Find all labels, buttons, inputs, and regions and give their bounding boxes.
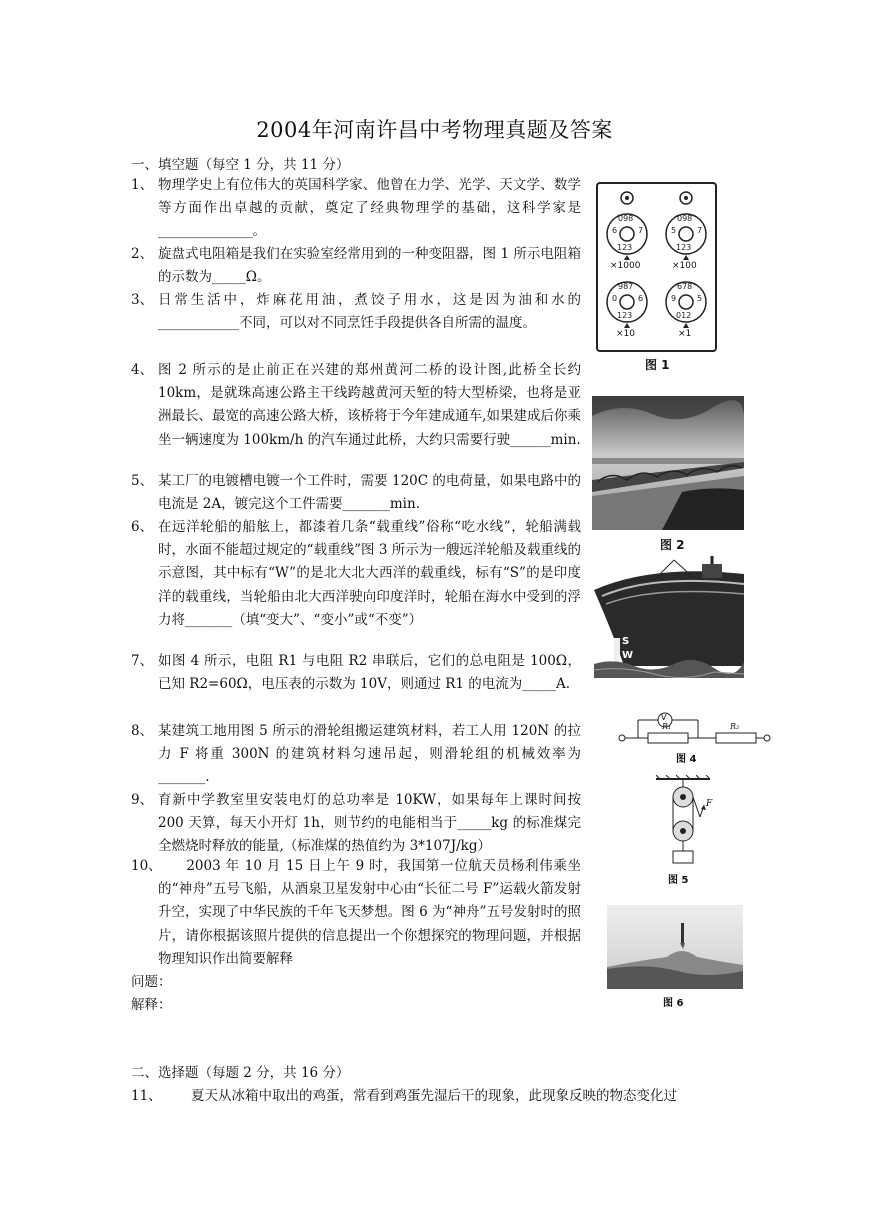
svg-text:0: 0 (612, 294, 618, 303)
question-4 (131, 359, 581, 452)
figure-6-caption: 图 6 (663, 998, 684, 1009)
figure-2-caption: 图 2 (660, 538, 685, 552)
question-11 (131, 1084, 751, 1104)
question-text: 某工厂的电镀槽电镀一个工件时，需要 120C 的电荷量，如果电路中的电流是 2A，镀完这个工件需要_______min. (158, 473, 581, 513)
circuit-diagram (608, 708, 773, 748)
question-8 (131, 720, 581, 790)
question-number: 10、 (131, 858, 162, 874)
question-5 (131, 470, 581, 516)
ship-illustration (594, 556, 744, 678)
svg-text:7: 7 (697, 226, 703, 235)
question-text: 如图 4 所示，电阻 R1 与电阻 R2 串联后，它们的总电阻是 100Ω，已知 R2=60Ω，电压表的示数为 10V，则通过 R1 的电流为_____A. (158, 653, 581, 693)
svg-text:987: 987 (618, 282, 634, 291)
dial-multiplier-1: ×1 (678, 329, 692, 339)
svg-text:098: 098 (618, 214, 634, 223)
svg-text:123: 123 (617, 311, 633, 320)
figure-1-resistance-box (596, 182, 717, 352)
question-text: 育新中学教室里安装电灯的总功率是 10KW，如果每年上课时间按 200 天算，每天小开灯 1h，则节约的电能相当于_____kg 的标准煤完全燃烧时释放的能量,（标准煤的热值约为 3*107J/kg） (158, 792, 581, 855)
loadline-label-s: S (622, 636, 630, 647)
question-text: 2003 年 10 月 15 日上午 9 时，我国第一位航天员杨利伟乘坐的“神舟”五号飞船，从酒泉卫星发射中心由“长征二号 F”运载火箭发射升空，实现了中华民族的千年飞天梦想。图 6 为“神舟”五号发射时的照片，请你根据该照片提供的信息提出一个你想探究的物理问题，并根据物理知识作出简要解释 (158, 858, 581, 967)
figure-4-caption: 图 4 (676, 754, 697, 765)
figure-3-ship (594, 556, 744, 678)
resistor-r2-label: R₂ (730, 722, 740, 731)
question-text: 旋盘式电阻箱是我们在实验室经常用到的一种变阻器，图 1 所示电阻箱的示数为_____Ω。 (158, 246, 581, 286)
question-number: 5、 (131, 473, 154, 489)
question-10 (131, 855, 581, 971)
figure-1-caption: 图 1 (645, 358, 670, 372)
figure-4-circuit (608, 708, 773, 763)
question-number: 11、 (131, 1088, 162, 1104)
question-6 (131, 516, 581, 632)
question-text: 物理学史上有位伟大的英国科学家、他曾在力学、光学、天文学、数学等方面作出卓越的贡献，奠定了经典物理学的基础，这科学家是______________。 (158, 177, 581, 240)
rocket-launch-illustration (607, 905, 743, 989)
figure-5-caption: 图 5 (668, 875, 689, 886)
question-7 (131, 650, 581, 696)
page-title: 2004年河南许昌中考物理真题及答案 (256, 118, 613, 142)
bridge-illustration (592, 396, 744, 530)
dial-multiplier-100: ×100 (672, 261, 697, 271)
question-1 (131, 174, 581, 244)
svg-text:9: 9 (671, 294, 677, 303)
question-text: 在远洋轮船的船舷上，都漆着几条“载重线”俗称“吃水线”，轮船满载时，水面不能超过规定的“载重线”图 3 所示为一艘远洋轮船及载重线的示意图，其中标有“W”的是北大北大西洋的载重线，标有“S”的是印度洋的载重线，当轮船由北大西洋驶向印度洋时，轮船在海水中受到的浮力将_______（填“变大”、“变小”或“不变”） (158, 519, 581, 628)
svg-text:678: 678 (677, 282, 693, 291)
svg-text:098: 098 (677, 214, 693, 223)
question-number: 7、 (131, 653, 154, 669)
svg-text:123: 123 (617, 243, 633, 252)
question-number: 1、 (131, 177, 154, 193)
question-number: 6、 (131, 519, 154, 535)
question-number: 4、 (131, 362, 154, 378)
question-number: 8、 (131, 723, 154, 739)
question-3 (131, 289, 581, 335)
dial-multiplier-1000: ×1000 (610, 261, 641, 271)
q10-answer-label: 解释： (131, 997, 172, 1013)
section-heading-fill-blank: 一、填空题（每空 1 分，共 11 分） (131, 157, 350, 173)
svg-text:012: 012 (676, 311, 692, 320)
question-text: 日常生活中，炸麻花用油，煮饺子用水，这是因为油和水的____________不同，可以对不同烹饪手段提供各自所需的温度。 (158, 292, 581, 332)
figure-2-bridge-photo (592, 396, 744, 530)
question-number: 9、 (131, 792, 154, 808)
question-text: 夏天从冰箱中取出的鸡蛋，常看到鸡蛋先湿后干的现象，此现象反映的物态变化过 (191, 1088, 677, 1104)
svg-text:7: 7 (638, 226, 644, 235)
pulley-diagram (648, 775, 718, 867)
force-label-f: F (706, 799, 713, 809)
svg-text:5: 5 (671, 226, 677, 235)
svg-text:123: 123 (676, 243, 692, 252)
svg-text:5: 5 (697, 294, 703, 303)
section-heading-multiple-choice: 二、选择题（每题 2 分，共 16 分） (131, 1065, 350, 1081)
figure-5-pulley (648, 775, 718, 885)
question-text: 某建筑工地用图 5 所示的滑轮组搬运建筑材料，若工人用 120N 的拉力 F 将重 300N 的建筑材料匀速吊起，则滑轮组的机械效率为_______. (158, 723, 581, 786)
question-2 (131, 243, 581, 289)
svg-text:6: 6 (638, 294, 644, 303)
dial-multiplier-10: ×10 (616, 329, 635, 339)
figure-6-launch-photo (607, 905, 743, 1010)
resistor-r1-label: R₁ (662, 722, 672, 731)
question-number: 3、 (131, 292, 154, 308)
question-text: 图 2 所示的是止前正在兴建的郑州黄河二桥的设计图,此桥全长约 10km，是就珠高速公路主干线跨越黄河天堑的特大型桥梁，也将是亚洲最长、最宽的高速公路大桥，该桥将于今年建成通车,如果建成后你乘坐一辆速度为 100km/h 的汽车通过此桥，大约只需要行驶______min. (158, 362, 581, 448)
loadline-label-w: W (622, 650, 634, 661)
question-number: 2、 (131, 246, 154, 262)
svg-text:6: 6 (612, 226, 618, 235)
q10-question-label: 问题： (131, 974, 172, 990)
question-9 (131, 789, 581, 859)
voltmeter-label: V (661, 713, 667, 722)
